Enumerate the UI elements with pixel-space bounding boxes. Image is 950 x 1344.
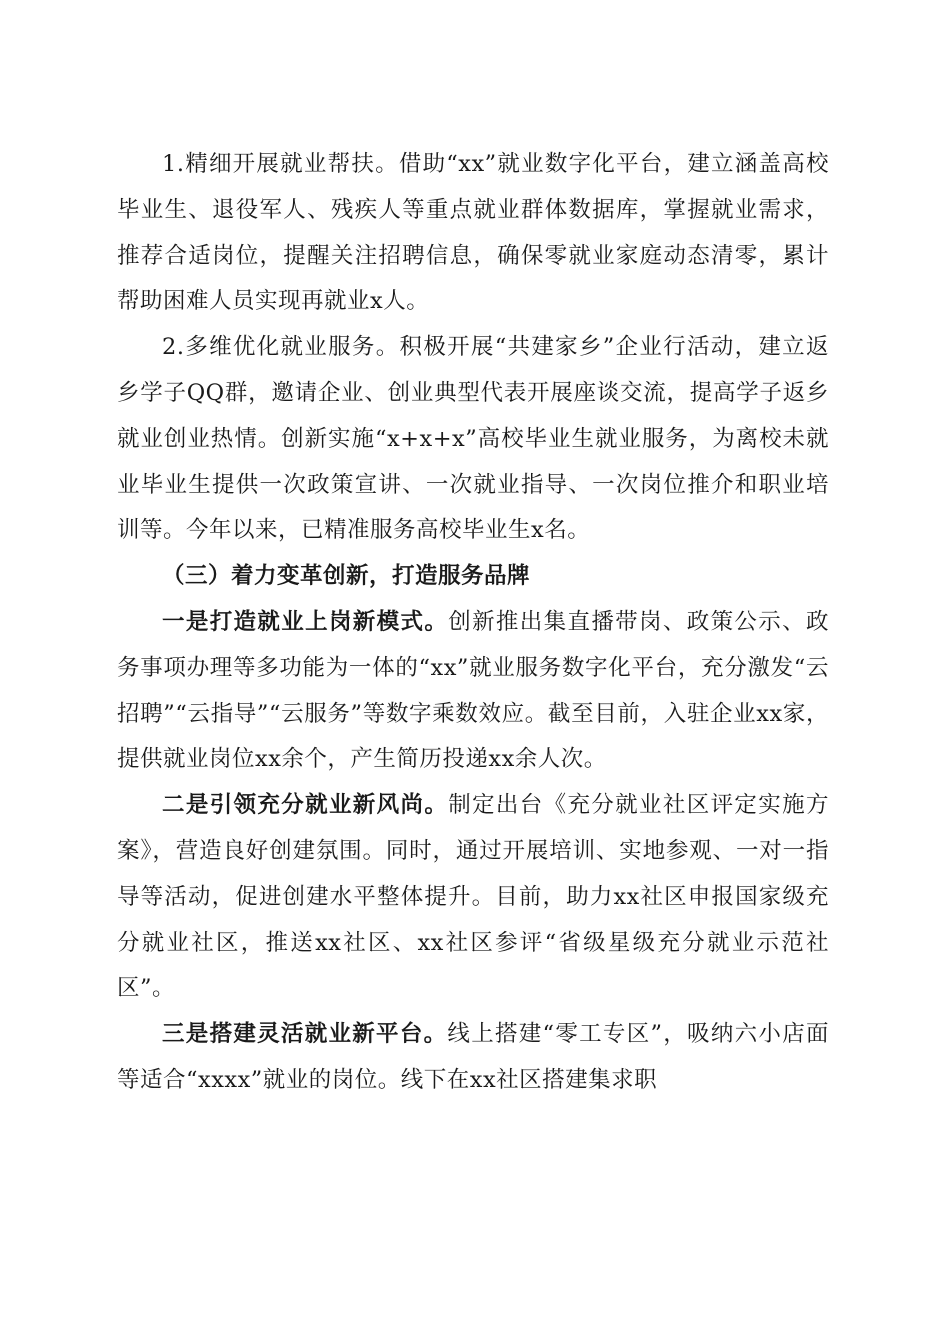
paragraph-text: 创新推出集直播带岗、政策公示、政务事项办理等多功能为一体的“xx”就业服务数字化平台，充分激发“云招聘”“云指导”“云服务”等数字乘数效应。截至目前，入驻企业xx家，提供就业岗位xx余个，产生简历投递xx余人次。	[117, 608, 829, 773]
paragraph-employment-assistance	[117, 142, 829, 325]
paragraph-employment-services	[117, 325, 829, 554]
paragraph-lead: 二是引领充分就业新风尚。	[162, 792, 449, 819]
paragraph-text: 线上搭建“零工专区”，吸纳六小店面等适合“xxxx”就业的岗位。线下在xx社区搭建集求职	[117, 1021, 829, 1093]
paragraph-new-platform	[117, 1012, 829, 1104]
paragraph-new-model	[117, 600, 829, 783]
paragraph-lead: 一是打造就业上岗新模式。	[162, 608, 449, 635]
paragraph-text: 制定出台《充分就业社区评定实施方案》，营造良好创建氛围。同时，通过开展培训、实地参观、一对一指导等活动，促进创建水平整体提升。目前，助力xx社区申报国家级充分就业社区，推送xx社区、xx社区参评“省级星级充分就业示范社区”。	[117, 792, 829, 1002]
document-body	[117, 142, 829, 1104]
section-heading: （三）着力变革创新，打造服务品牌	[162, 563, 531, 590]
paragraph-new-trend	[117, 783, 829, 1012]
paragraph-text: 2.多维优化就业服务。积极开展“共建家乡”企业行活动，建立返乡学子QQ群，邀请企业、创业典型代表开展座谈交流，提高学子返乡就业创业热情。创新实施“x+x+x”高校毕业生就业服务，为离校未就业毕业生提供一次政策宣讲、一次就业指导、一次岗位推介和职业培训等。今年以来，已精准服务高校毕业生x名。	[117, 334, 829, 544]
paragraph-lead: 三是搭建灵活就业新平台。	[162, 1021, 448, 1048]
paragraph-text: 1.精细开展就业帮扶。借助“xx”就业数字化平台，建立涵盖高校毕业生、退役军人、残疾人等重点就业群体数据库，掌握就业需求，推荐合适岗位，提醒关注招聘信息，确保零就业家庭动态清零，累计帮助困难人员实现再就业x人。	[117, 151, 829, 315]
